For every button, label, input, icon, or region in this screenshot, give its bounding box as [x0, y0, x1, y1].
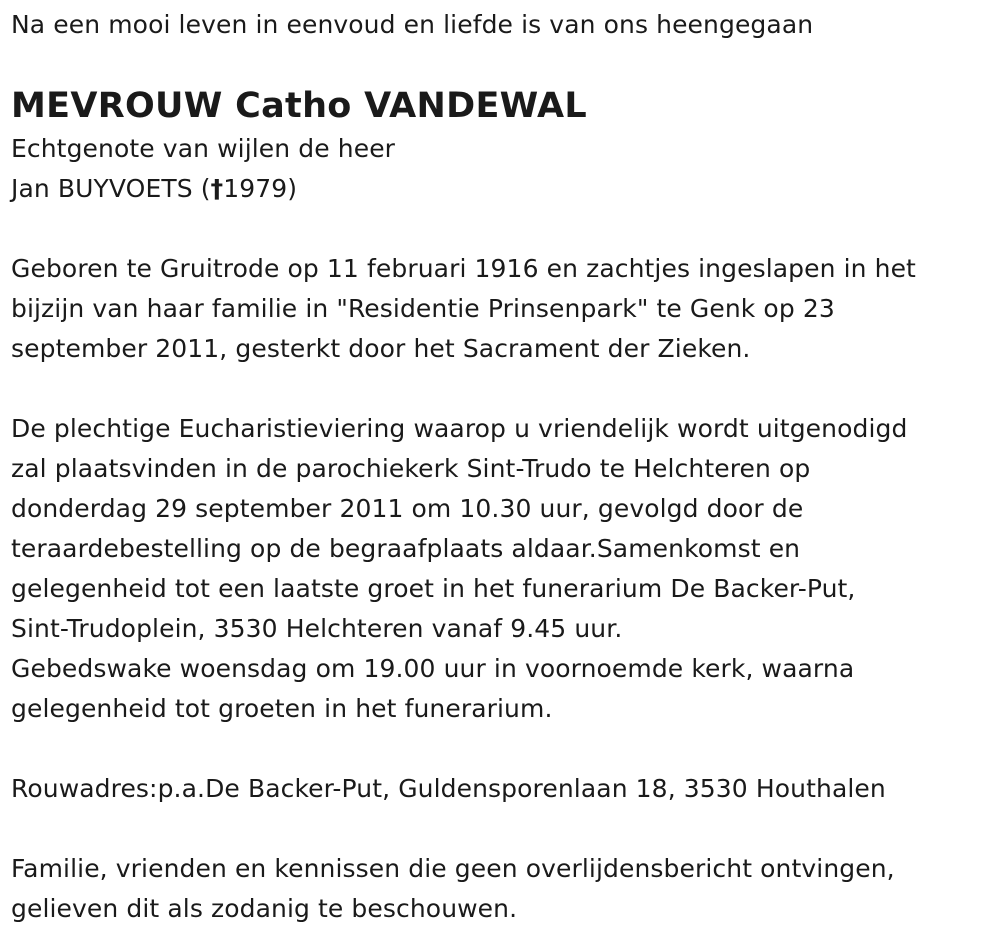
funeral-line: donderdag 29 september 2011 om 10.30 uur, gevolgd door de: [11, 494, 804, 523]
funeral-line: gelegenheid tot een laatste groet in het funerarium De Backer-Put,: [11, 574, 856, 603]
birth-line: Geboren te Gruitrode op 11 februari 1916 en zachtjes ingeslapen in het: [11, 254, 916, 283]
birth-line: september 2011, gesterkt door het Sacrament der Zieken.: [11, 334, 751, 363]
paragraph-spacer: [11, 209, 991, 249]
paragraph-spacer: [11, 809, 991, 849]
spouse-death-year: 1979): [223, 174, 298, 203]
closing-line: gelieven dit als zodanig te beschouwen.: [11, 894, 518, 923]
paragraph-spacer: [11, 729, 991, 769]
cross-icon: †: [210, 174, 224, 203]
mourning-address: Rouwadres:p.a.De Backer-Put, Guldensporenlaan 18, 3530 Houthalen: [11, 774, 886, 803]
funeral-line: De plechtige Eucharistieviering waarop u vriendelijk wordt uitgenodigd: [11, 414, 908, 443]
death-notice: [11, 0, 991, 929]
funeral-line: gelegenheid tot groeten in het funerarium.: [11, 694, 553, 723]
funeral-paragraph: [11, 409, 991, 729]
spouse-name-line: [11, 169, 991, 209]
spouse-name: Jan BUYVOETS (: [11, 174, 211, 203]
closing-line: Familie, vrienden en kennissen die geen overlijdensbericht ontvingen,: [11, 854, 895, 883]
funeral-line: teraardebestelling op de begraafplaats aldaar.Samenkomst en: [11, 534, 801, 563]
funeral-line: zal plaatsvinden in de parochiekerk Sint-Trudo te Helchteren op: [11, 454, 811, 483]
spouse-label: Echtgenote van wijlen de heer: [11, 134, 396, 163]
birth-paragraph: [11, 249, 991, 369]
closing-paragraph: [11, 849, 991, 929]
birth-line: bijzijn van haar familie in "Residentie Prinsenpark" te Genk op 23: [11, 294, 835, 323]
funeral-line: Sint-Trudoplein, 3530 Helchteren vanaf 9.45 uur.: [11, 614, 623, 643]
funeral-line: Gebedswake woensdag om 19.00 uur in voornoemde kerk, waarna: [11, 654, 855, 683]
deceased-name: MEVROUW Catho VANDEWAL: [11, 86, 587, 126]
intro-text: Na een mooi leven in eenvoud en liefde is van ons heengegaan: [11, 10, 814, 39]
paragraph-spacer: [11, 369, 991, 409]
